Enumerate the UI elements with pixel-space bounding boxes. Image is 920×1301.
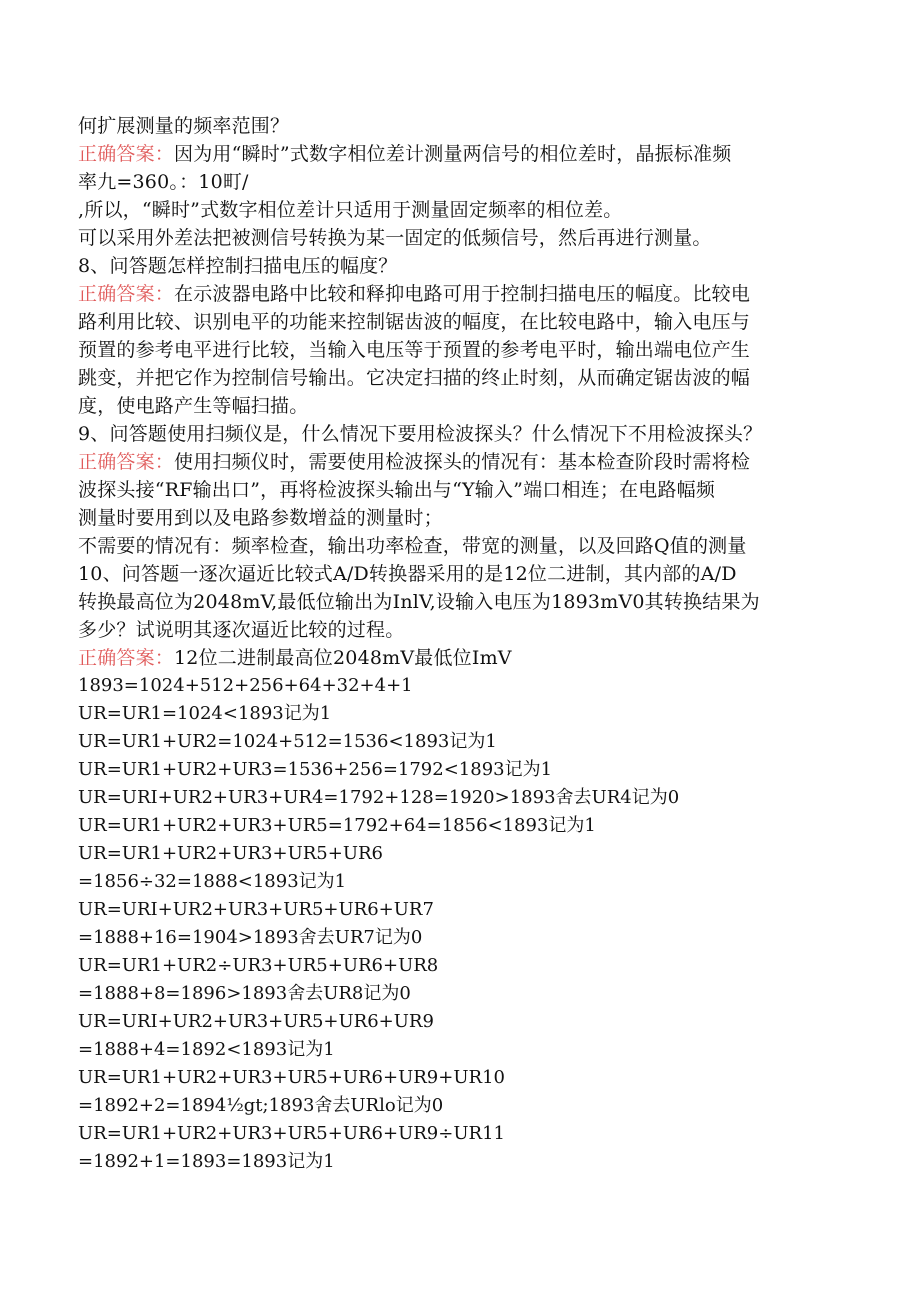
text-line <box>78 728 878 756</box>
line-text: UR=URI+UR2+UR3+UR5+UR6+UR9 <box>78 1011 434 1032</box>
text-line <box>78 896 878 924</box>
line-text: 预置的参考电平进行比较，当输入电压等于预置的参考电平时，输出端电位产生 <box>78 339 751 361</box>
line-text: UR=UR1+UR2=1024+512=1536<1893记为1 <box>78 731 497 752</box>
text-line <box>78 644 878 672</box>
text-line <box>78 476 878 504</box>
line-text: =1888+16=1904>1893舍去UR7记为0 <box>78 927 423 948</box>
line-text: UR=UR1+UR2+UR3+UR5+UR6+UR9+UR10 <box>78 1067 505 1088</box>
text-line <box>78 308 878 336</box>
text-line <box>78 532 878 560</box>
line-text: 10、问答题一逐次逼近比较式A/D转换器采用的是12位二进制，其内部的A/D <box>78 563 737 585</box>
line-text: UR=UR1+UR2÷UR3+UR5+UR6+UR8 <box>78 955 439 976</box>
text-line <box>78 1148 878 1176</box>
line-text: =1856÷32=1888<1893记为1 <box>78 871 347 892</box>
text-line <box>78 1008 878 1036</box>
text-line <box>78 112 878 140</box>
text-line <box>78 1120 878 1148</box>
text-line <box>78 672 878 700</box>
line-text: 测量时要用到以及电路参数增益的测量时； <box>78 507 443 529</box>
text-line <box>78 336 878 364</box>
text-line <box>78 504 878 532</box>
text-line <box>78 168 878 196</box>
line-text: UR=URI+UR2+UR3+UR5+UR6+UR7 <box>78 899 434 920</box>
text-line <box>78 700 878 728</box>
line-text: UR=UR1+UR2+UR3+UR5+UR6+UR9÷UR11 <box>78 1123 505 1144</box>
text-line <box>78 448 878 476</box>
line-text: 在示波器电路中比较和释抑电路可用于控制扫描电压的幅度。比较电 <box>174 283 751 305</box>
text-line <box>78 252 878 280</box>
line-text: 12位二进制最高位2048mV最低位ImV <box>174 647 512 669</box>
text-line <box>78 196 878 224</box>
text-line <box>78 924 878 952</box>
line-text: 使用扫频仪时，需要使用检波探头的情况有：基本检查阶段时需将检 <box>174 451 751 473</box>
line-text: 可以采用外差法把被测信号转换为某一固定的低频信号，然后再进行测量。 <box>78 227 712 249</box>
line-text: ,所以，“瞬时”式数字相位差计只适用于测量固定频率的相位差。 <box>78 199 623 221</box>
text-line <box>78 980 878 1008</box>
line-text: 何扩展测量的频率范围？ <box>78 115 290 137</box>
line-text: UR=UR1=1024<1893记为1 <box>78 703 332 724</box>
text-line <box>78 756 878 784</box>
line-text: 1893=1024+512+256+64+32+4+1 <box>78 675 413 696</box>
line-text: UR=UR1+UR2+UR3+UR5=1792+64=1856<1893记为1 <box>78 815 596 836</box>
document-body <box>78 112 878 1176</box>
text-line <box>78 224 878 252</box>
text-line <box>78 280 878 308</box>
text-line <box>78 560 878 588</box>
line-text: 跳变，并把它作为控制信号输出。它决定扫描的终止时刻，从而确定锯齿波的幅 <box>78 367 751 389</box>
line-text: =1892+2=1894½gt;1893舍去URlo记为0 <box>78 1095 444 1116</box>
text-line <box>78 1036 878 1064</box>
text-line <box>78 952 878 980</box>
line-text: 路利用比较、识别电平的功能来控制锯齿波的幅度，在比较电路中，输入电压与 <box>78 311 751 333</box>
line-text: 度，使电路产生等幅扫描。 <box>78 395 309 417</box>
line-text: =1888+4=1892<1893记为1 <box>78 1039 335 1060</box>
line-text: 不需要的情况有：频率检查，输出功率检查，带宽的测量，以及回路Q值的测量 <box>78 535 747 557</box>
text-line <box>78 588 878 616</box>
text-line <box>78 812 878 840</box>
line-text: 8、问答题怎样控制扫描电压的幅度？ <box>78 255 398 277</box>
text-line <box>78 840 878 868</box>
answer-label: 正确答案： <box>78 143 175 165</box>
line-text: 转换最高位为2048mV,最低位输出为InlV,设输入电压为1893mV0其转换结果为 <box>78 591 760 613</box>
text-line <box>78 1064 878 1092</box>
line-text: 率九=360。：10町/ <box>78 171 249 193</box>
text-line <box>78 784 878 812</box>
text-line <box>78 616 878 644</box>
line-text: UR=UR1+UR2+UR3=1536+256=1792<1893记为1 <box>78 759 553 780</box>
line-text: 多少？试说明其逐次逼近比较的过程。 <box>78 619 405 641</box>
line-text: =1888+8=1896>1893舍去UR8记为0 <box>78 983 411 1004</box>
text-line <box>78 140 878 168</box>
answer-label: 正确答案： <box>78 647 175 669</box>
answer-label: 正确答案： <box>78 451 175 473</box>
text-line <box>78 868 878 896</box>
text-line <box>78 364 878 392</box>
line-text: UR=URI+UR2+UR3+UR4=1792+128=1920>1893舍去UR4记为0 <box>78 787 680 808</box>
line-text: UR=UR1+UR2+UR3+UR5+UR6 <box>78 843 384 864</box>
line-text: 波探头接“RF输出口”，再将检波探头输出与“Y输入”端口相连；在电路幅频 <box>78 479 716 501</box>
answer-label: 正确答案： <box>78 283 175 305</box>
line-text: 9、问答题使用扫频仪是，什么情况下要用检波探头？什么情况下不用检波探头？ <box>78 423 763 445</box>
text-line <box>78 1092 878 1120</box>
line-text: =1892+1=1893=1893记为1 <box>78 1151 335 1172</box>
line-text: 因为用“瞬时”式数字相位差计测量两信号的相位差时，晶振标准频 <box>174 143 732 165</box>
text-line <box>78 420 878 448</box>
text-line <box>78 392 878 420</box>
